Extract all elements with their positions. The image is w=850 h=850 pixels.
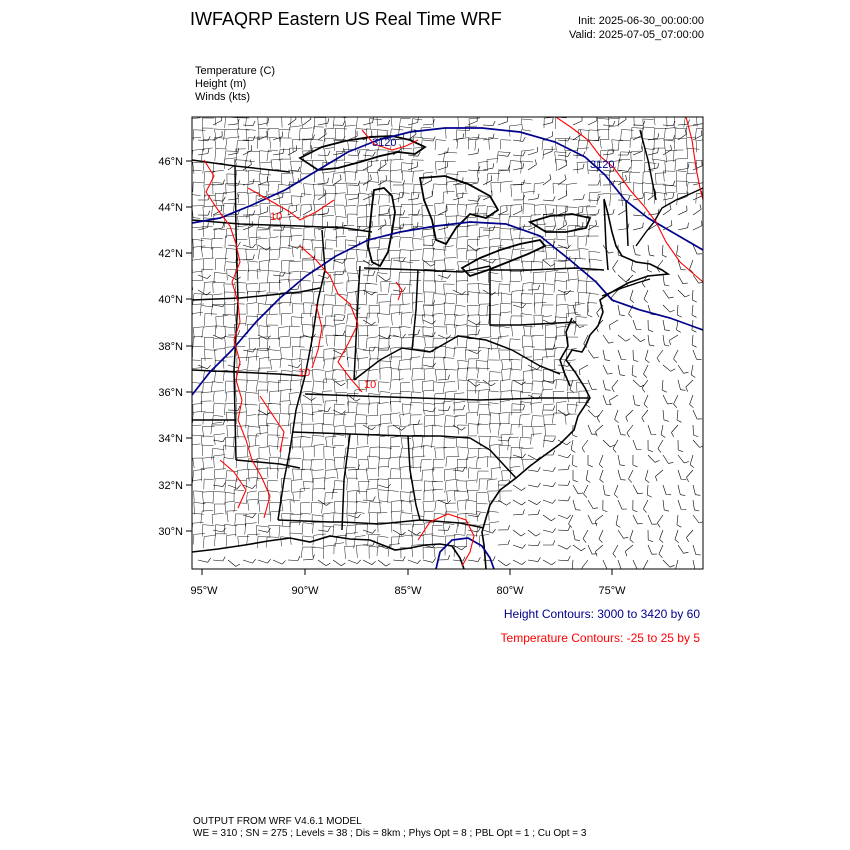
lon-label: 80°W <box>496 585 524 597</box>
county-lines <box>189 114 709 559</box>
temperature-contour-label-1: 10 <box>270 211 283 223</box>
county-borders <box>189 114 709 559</box>
lon-label: 90°W <box>291 585 319 597</box>
lake-huron <box>420 176 498 244</box>
latitude-axis <box>186 161 192 531</box>
lat-label: 32°N <box>158 480 183 492</box>
wind-barb-lines <box>198 114 704 573</box>
lat-label: 34°N <box>158 433 183 445</box>
map-content <box>189 114 709 573</box>
model-info-line-1: OUTPUT FROM WRF V4.6.1 MODEL <box>193 816 362 827</box>
temperature-contour-label-2: 10 <box>298 367 311 379</box>
latitude-labels <box>158 156 183 538</box>
height-legend: Height Contours: 3000 to 3420 by 60 <box>503 607 700 621</box>
height-contour-label-2: 3120 <box>590 159 615 171</box>
temperature-contour-label-3: 10 <box>364 379 377 391</box>
field-winds: Winds (kts) <box>195 91 250 103</box>
coastline <box>482 199 668 569</box>
lat-label: 30°N <box>158 526 183 538</box>
field-height: Height (m) <box>195 78 247 90</box>
longitude-labels <box>190 585 626 597</box>
lon-label: 95°W <box>190 585 218 597</box>
height-contour-label-1: 3120 <box>372 137 397 149</box>
plot-title: IWFAQRP Eastern US Real Time WRF <box>190 9 502 29</box>
wind-barbs <box>198 114 704 573</box>
temperature-legend: Temperature Contours: -25 to 25 by 5 <box>500 631 700 645</box>
lat-label: 36°N <box>158 387 183 399</box>
lat-label: 44°N <box>158 202 183 214</box>
lat-label: 46°N <box>158 156 183 168</box>
longitude-axis <box>202 569 612 575</box>
valid-time: Valid: 2025-07-05_07:00:00 <box>569 29 704 41</box>
model-info-line-2: WE = 310 ; SN = 275 ; Levels = 38 ; Dis = 8km ; Phys Opt = 8 ; PBL Opt = 1 ; Cu Opt = 3 <box>193 828 587 839</box>
model-info <box>193 816 586 840</box>
lon-label: 75°W <box>598 585 626 597</box>
lat-label: 42°N <box>158 248 183 260</box>
field-temperature: Temperature (C) <box>195 65 276 77</box>
lat-label: 40°N <box>158 294 183 306</box>
init-time: Init: 2025-06-30_00:00:00 <box>578 15 704 27</box>
lon-label: 85°W <box>394 585 422 597</box>
lat-label: 38°N <box>158 341 183 353</box>
lake-superior <box>300 136 425 170</box>
